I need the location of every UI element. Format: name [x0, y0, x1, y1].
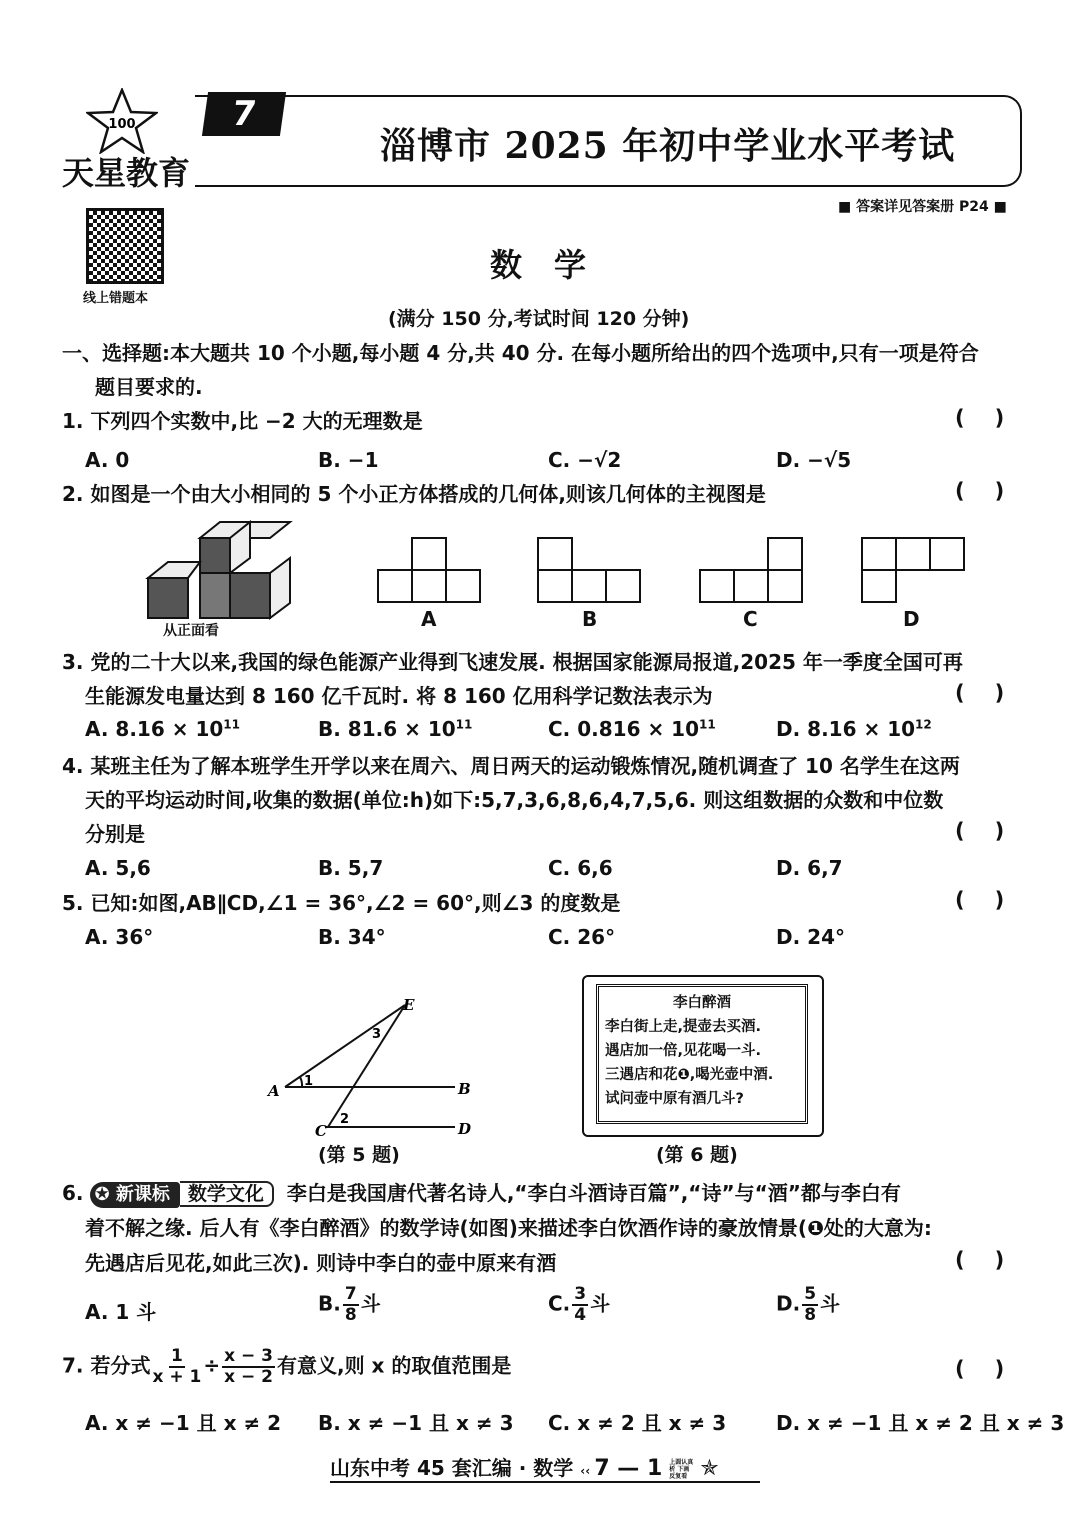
view-c	[700, 538, 802, 602]
poem-line: 李白街上走,提壶去买酒.	[605, 1019, 762, 1035]
set-number-badge: 7	[202, 92, 286, 136]
q2-stem: 2. 如图是一个由大小相同的 5 个小正方体搭成的几何体,则该几何体的主视图是	[62, 482, 766, 506]
page-number: 7 — 1	[594, 1456, 663, 1481]
qr-code[interactable]	[86, 208, 164, 284]
point-a: A	[268, 1082, 280, 1100]
q5-answer-bracket[interactable]: ()	[955, 888, 1035, 912]
view-a	[378, 538, 480, 602]
fraction: $\frac{x - 3}{x - 2}$	[224, 1346, 273, 1387]
q6-option-d: D. $\frac{5}{8}$ 斗	[776, 1284, 841, 1325]
q3-stem-cont: 生能源发电量达到 8 160 亿千瓦时. 将 8 160 亿用科学记数法表示为	[85, 684, 713, 708]
q2-answer-bracket[interactable]: ()	[955, 479, 1035, 503]
point-e: E	[403, 996, 415, 1014]
brand-name: 天星教育	[62, 154, 191, 192]
q4-stem-cont: 天的平均运动时间,收集的数据(单位:h)如下:5,7,3,6,8,6,4,7,5,6. 则这组数据的众数和中位数	[85, 788, 944, 812]
q5-option-d: D. 24°	[776, 925, 845, 949]
q1-stem: 1. 下列四个实数中,比 −2 大的无理数是	[62, 409, 423, 433]
q6-stem-cont2: 先遇店后见花,如此三次). 则诗中李白的壶中原来有酒	[85, 1251, 557, 1275]
q3-option-b: B. $81.6 \times 10^{11}$	[318, 717, 473, 741]
section-heading: 一、选择题:本大题共 10 个小题,每小题 4 分,共 40 分. 在每小题所给出的四个选项中,只有一项是符合	[62, 341, 979, 365]
q2-option-b: B	[582, 607, 598, 631]
subject-title: 数 学	[490, 246, 587, 284]
exam-title: 淄博市 2025 年初中学业水平考试	[380, 125, 956, 167]
svg-text:100: 100	[108, 117, 136, 132]
q2-option-d: D	[903, 607, 920, 631]
new-curriculum-tag: ✪ 新课标	[90, 1182, 179, 1208]
q2-cube-figure	[140, 518, 300, 623]
q2-option-c: C	[743, 607, 758, 631]
point-b: B	[458, 1080, 471, 1098]
logo	[86, 88, 158, 154]
q7-answer-bracket[interactable]: ()	[955, 1357, 1035, 1381]
q4-option-b: B. 5,7	[318, 856, 384, 880]
q5-stem: 5. 已知:如图,AB∥CD,∠1 = 36°,∠2 = 60°,则∠3 的度数是	[62, 891, 621, 915]
poem-line: 三遇店和花❶,喝光壶中酒.	[605, 1067, 774, 1083]
poem-line: 试问壶中原有酒几斗?	[605, 1091, 744, 1107]
q5-option-b: B. 34°	[318, 925, 386, 949]
q6-poem-scroll	[582, 975, 824, 1137]
point-c: C	[315, 1122, 327, 1140]
q1-option-a: A. 0	[85, 448, 130, 472]
q6-option-c: C. $\frac{3}{4}$ 斗	[548, 1284, 611, 1325]
q7-option-c: C. x ≠ 2 且 x ≠ 3	[548, 1411, 727, 1435]
q7-option-d: D. x ≠ −1 且 x ≠ 2 且 x ≠ 3	[776, 1411, 1065, 1435]
q3-option-d: D. $8.16 \times 10^{12}$	[776, 717, 932, 741]
q5-figure-caption: (第 5 题)	[318, 1144, 400, 1166]
point-d: D	[458, 1120, 472, 1138]
q6-answer-bracket[interactable]: ()	[955, 1248, 1035, 1272]
q1-answer-bracket[interactable]: ()	[955, 406, 1035, 430]
q6-stem-cont: 着不解之缘. 后人有《李白醉酒》的数学诗(如图)来描述李白饮酒作诗的豪放情景(❶处的大意为:	[85, 1216, 932, 1240]
star-icon: ✪	[94, 1184, 116, 1205]
footer-text: 山东中考 45 套汇编 · 数学	[330, 1456, 574, 1480]
q3-answer-bracket[interactable]: ()	[955, 681, 1035, 705]
q5-option-c: C. 26°	[548, 925, 616, 949]
answer-reference: ■ 答案详见答案册 P24 ■	[838, 199, 1007, 215]
q4-option-d: D. 6,7	[776, 856, 843, 880]
angle-2-label: 2	[340, 1112, 350, 1127]
q4-answer-bracket[interactable]: ()	[955, 819, 1035, 843]
q2-option-a: A	[421, 607, 437, 631]
section-heading-cont: 题目要求的.	[95, 375, 203, 399]
q3-option-c: C. $0.816 \times 10^{11}$	[548, 717, 716, 741]
q5-geometry-figure	[260, 990, 480, 1140]
angle-1-label: 1	[304, 1074, 314, 1089]
qr-caption: 线上错题本	[83, 291, 149, 306]
q4-stem: 4. 某班主任为了解本班学生开学以来在周六、周日两天的运动锻炼情况,随机调查了 10 名学生在这两	[62, 754, 960, 778]
poem-line: 遇店加一倍,见花喝一斗.	[605, 1043, 762, 1059]
q7-stem: 7. 若分式 $\frac{1}{x + 1}$ ÷ $\frac{x - 3}{x - 2}$ 有意义,则 x 的取值范围是	[62, 1346, 512, 1387]
q4-stem-cont2: 分别是	[85, 822, 145, 846]
q6-option-a: A. 1 斗	[85, 1300, 157, 1324]
footer-small-text: 上圆认真析 下画反复看	[669, 1459, 694, 1480]
q5-option-a: A. 36°	[85, 925, 154, 949]
view-d	[862, 538, 964, 602]
fraction: $\frac{1}{x + 1}$	[152, 1346, 202, 1387]
q6-stem: 6. ✪ 新课标 数学文化 李白是我国唐代著名诗人,“李白斗酒诗百篇”,“诗”与“酒”都与李白有	[62, 1180, 901, 1208]
footer: 山东中考 45 套汇编 · 数学 ‹‹ 7 — 1 上圆认真析 下画反复看 ✯	[330, 1452, 760, 1483]
q2-view-options	[370, 530, 980, 608]
poem-title: 李白醉酒	[673, 995, 731, 1011]
q6-figure-caption: (第 6 题)	[656, 1144, 738, 1166]
exam-info: (满分 150 分,考试时间 120 分钟)	[388, 308, 690, 330]
q3-option-a: A. $8.16 \times 10^{11}$	[85, 717, 240, 741]
view-b	[538, 538, 640, 602]
star-logo-icon	[86, 88, 158, 154]
mascot-icon: ✯	[700, 1456, 719, 1481]
math-culture-tag: 数学文化	[180, 1181, 274, 1207]
q1-option-d: D. −√5	[776, 448, 852, 472]
q7-option-b: B. x ≠ −1 且 x ≠ 3	[318, 1411, 514, 1435]
q6-option-b: B. $\frac{7}{8}$ 斗	[318, 1284, 381, 1325]
q2-front-view-label: 从正面看	[163, 623, 219, 639]
angle-3-label: 3	[372, 1027, 382, 1042]
q7-option-a: A. x ≠ −1 且 x ≠ 2	[85, 1411, 282, 1435]
q1-option-b: B. −1	[318, 448, 379, 472]
q4-option-c: C. 6,6	[548, 856, 613, 880]
q1-option-c: C. −√2	[548, 448, 622, 472]
q3-stem: 3. 党的二十大以来,我国的绿色能源产业得到飞速发展. 根据国家能源局报道,2025 年一季度全国可再	[62, 650, 963, 674]
q4-option-a: A. 5,6	[85, 856, 151, 880]
